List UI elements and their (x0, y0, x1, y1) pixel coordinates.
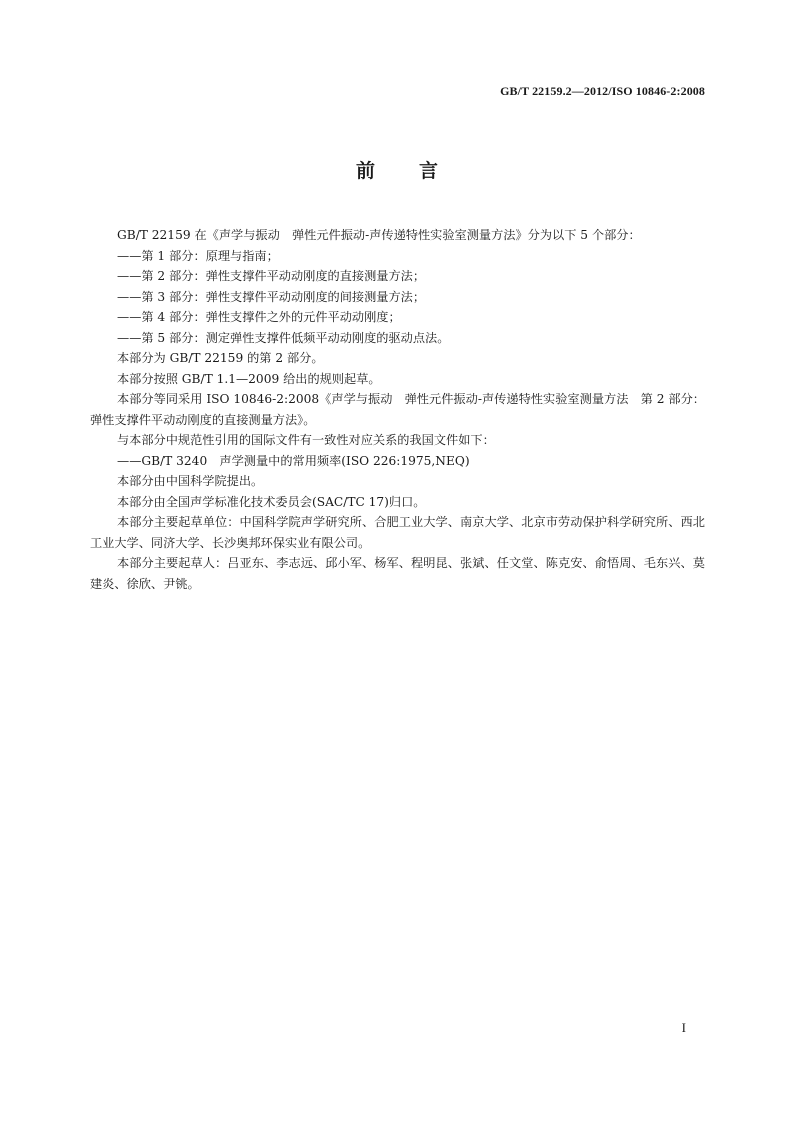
paragraph-part-number: 本部分为 GB/T 22159 的第 2 部分。 (117, 351, 324, 365)
page-number: I (681, 1020, 686, 1035)
paragraph-proposer: 本部分由中国科学院提出。 (117, 474, 264, 488)
list-item-part-1: ——第 1 部分：原理与指南； (117, 248, 279, 263)
paragraph-drafting-units: 本部分主要起草单位：中国科学院声学研究所、合肥工业大学、南京大学、北京市劳动保护科学研究所、西北工业大学、同济大学、长沙奥邦环保实业有限公司。 (90, 515, 705, 550)
list-item-part-5: ——第 5 部分：测定弹性支撑件低频平动动刚度的驱动点法。 (117, 330, 450, 345)
paragraph-drafting-rules: 本部分按照 GB/T 1.1—2009 给出的规则起草。 (117, 371, 381, 386)
list-item-reference: ——GB/T 3240 声学测量中的常用频率(ISO 226:1975,NEQ) (117, 453, 470, 468)
paragraph-parts-intro: GB/T 22159 在《声学与振动 弹性元件振动-声传递特性实验室测量方法》分为以下 5 个部分： (117, 228, 641, 242)
page-title: 前言 (355, 160, 482, 182)
list-item-part-4: ——第 4 部分：弹性支撑件之外的元件平动动刚度； (117, 310, 401, 324)
document-code: GB/T 22159.2—2012/ISO 10846-2:2008 (500, 84, 705, 98)
paragraph-committee: 本部分由全国声学标准化技术委员会(SAC/TC 17)归口。 (117, 494, 426, 509)
list-item-part-2: ——第 2 部分：弹性支撑件平动动刚度的直接测量方法； (117, 269, 426, 283)
paragraph-references-intro: 与本部分中规范性引用的国际文件有一致性对应关系的我国文件如下： (117, 433, 495, 447)
foreword-body (90, 225, 705, 594)
list-item-part-3: ——第 3 部分：弹性支撑件平动动刚度的间接测量方法； (117, 289, 426, 304)
paragraph-drafters: 本部分主要起草人：吕亚东、李志远、邱小军、杨军、程明昆、张斌、任文堂、陈克安、俞悟周、毛东兴、莫建炎、徐欣、尹铫。 (90, 556, 705, 591)
paragraph-adoption: 本部分等同采用 ISO 10846-2:2008《声学与振动 弹性元件振动-声传递特性实验室测量方法 第 2 部分：弹性支撑件平动动刚度的直接测量方法》。 (90, 392, 705, 427)
